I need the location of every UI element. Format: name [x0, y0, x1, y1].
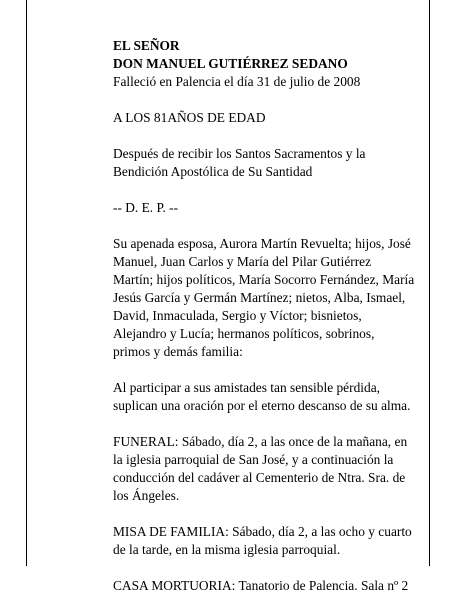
sacraments-paragraph: Después de recibir los Santos Sacramentos y la Bendición Apostólica de Su Santidad: [113, 146, 366, 179]
dep-line: -- D. E. P. --: [113, 200, 179, 215]
title-line-2: DON MANUEL GUTIÉRREZ SEDANO: [113, 56, 348, 71]
age-line: A LOS 81AÑOS DE EDAD: [113, 110, 266, 125]
mortuary-line: CASA MORTUORIA: Tanatorio de Palencia. Sala nº 2: [113, 578, 409, 593]
family-paragraph: Su apenada esposa, Aurora Martín Revuelta; hijos, José Manuel, Juan Carlos y María del Pilar Gutiérrez Martín; hijos políticos, María Socorro Fernández, María Jesús García y Germán Martínez; nietos, Alba, Ismael, David, Inmaculada, Sergio y Víctor; bisnietos, Alejandro y Lucía; hermanos políticos, sobrinos, primos y demás familia:: [113, 236, 415, 359]
title-line-1: EL SEÑOR: [113, 38, 180, 53]
obituary-notice: [113, 37, 423, 595]
death-line: Falleció en Palencia el día 31 de julio de 2008: [113, 74, 361, 89]
funeral-paragraph: FUNERAL: Sábado, día 2, a las once de la mañana, en la iglesia parroquial de San José, y a continuación la conducción del cadáver al Cementerio de Ntra. Sra. de los Ángeles.: [113, 434, 408, 503]
family-mass-paragraph: MISA DE FAMILIA: Sábado, día 2, a las ocho y cuarto de la tarde, en la misma iglesia parroquial.: [113, 524, 412, 557]
request-paragraph: Al participar a sus amistades tan sensible pérdida, suplican una oración por el eterno descanso de su alma.: [113, 380, 411, 413]
